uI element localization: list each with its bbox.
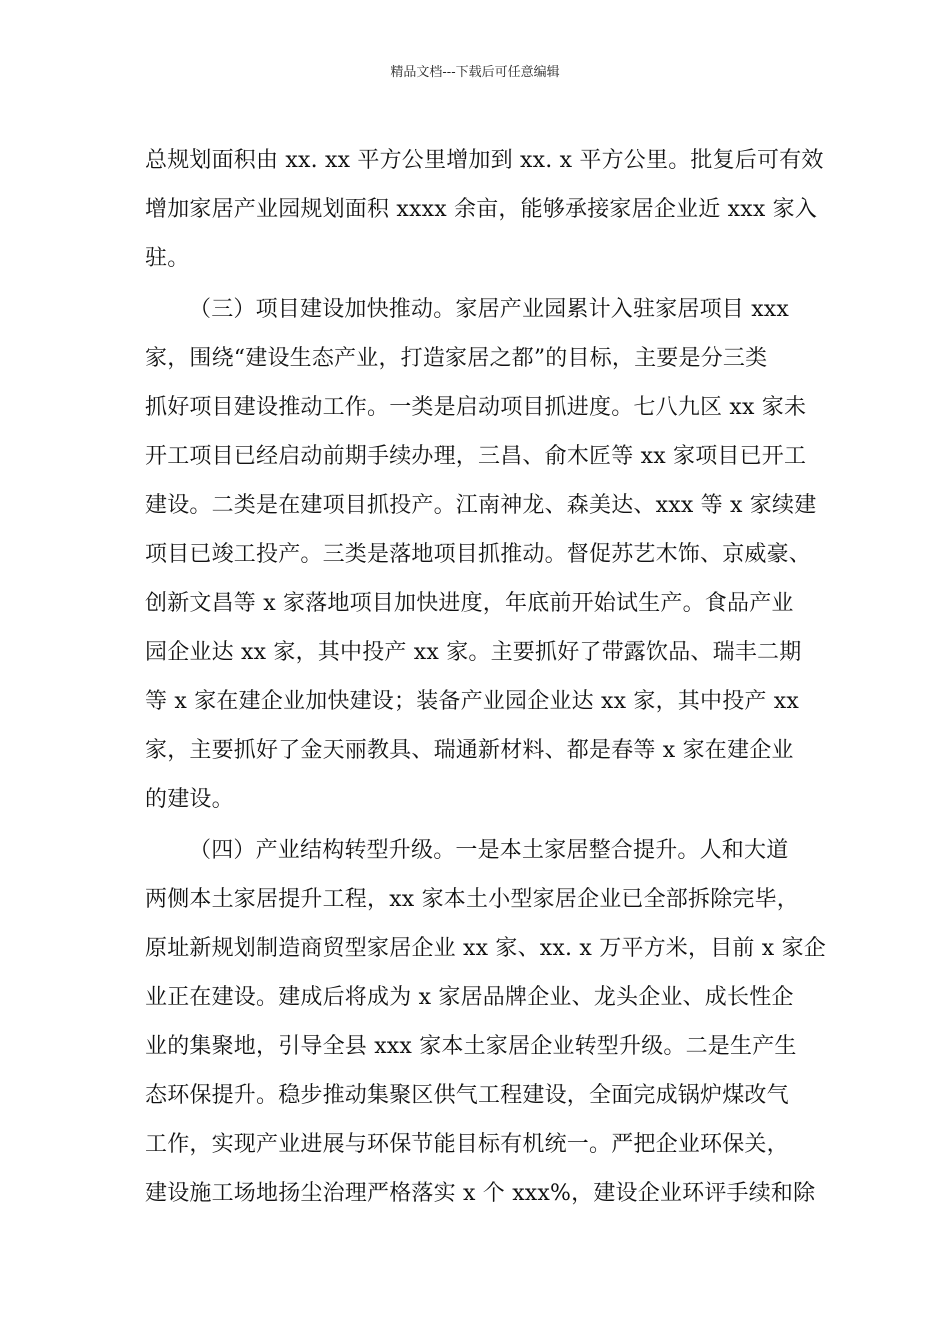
text-line: 开工项目已经启动前期手续办理，三昌、俞木匠等 xx 家项目已开工: [145, 444, 807, 469]
text-line: 总规划面积由 xx. xx 平方公里增加到 xx. x 平方公里。批复后可有效: [145, 148, 824, 173]
text-line: 创新文昌等 x 家落地项目加快进度，年底前开始试生产。食品产业: [145, 591, 794, 616]
paragraph-3: [145, 826, 826, 1218]
text-line: 建设施工场地扬尘治理严格落实 x 个 xxx%，建设企业环评手续和除: [145, 1181, 816, 1206]
text-line: 业的集聚地，引导全县 xxx 家本土家居企业转型升级。二是生产生: [145, 1034, 797, 1059]
text-line: 增加家居产业园规划面积 xxxx 余亩，能够承接家居企业近 xxx 家入: [145, 197, 818, 222]
text-line: 的建设。: [145, 787, 234, 812]
text-line: 等 x 家在建企业加快建设；装备产业园企业达 xx 家，其中投产 xx: [145, 689, 800, 714]
text-line: 家，主要抓好了金天丽教具、瑞通新材料、都是春等 x 家在建企业: [145, 738, 794, 763]
text-line: 两侧本土家居提升工程，xx 家本土小型家居企业已全部拆除完毕，: [145, 887, 800, 912]
paragraph-2: [145, 285, 817, 824]
document-body: [145, 136, 826, 1218]
text-line: 工作，实现产业进展与环保节能目标有机统一。严把企业环保关，: [145, 1132, 789, 1157]
paragraph-1: [145, 136, 824, 283]
page-header: 精品文档---下载后可任意编辑: [390, 65, 560, 80]
text-line: 业正在建设。建成后将成为 x 家居品牌企业、龙头企业、成长性企: [145, 985, 794, 1010]
text-line: 驻。: [145, 246, 190, 271]
text-line: 抓好项目建设推动工作。一类是启动项目抓进度。七八九区 xx 家未: [145, 395, 807, 420]
text-line: 家，围绕“建设生态产业，打造家居之都”的目标，主要是分三类: [145, 346, 768, 371]
text-line: 态环保提升。稳步推动集聚区供气工程建设，全面完成锅炉煤改气: [145, 1083, 789, 1108]
text-line: （三）项目建设加快推动。家居产业园累计入驻家居项目 xxx: [189, 297, 790, 322]
text-line: （四）产业结构转型升级。一是本土家居整合提升。人和大道: [189, 838, 789, 863]
text-line: 原址新规划制造商贸型家居企业 xx 家、xx. x 万平方米，目前 x 家企: [145, 936, 826, 961]
text-line: 园企业达 xx 家，其中投产 xx 家。主要抓好了带露饮品、瑞丰二期: [145, 640, 802, 665]
text-line: 建设。二类是在建项目抓投产。江南神龙、森美达、xxx 等 x 家续建: [145, 493, 817, 518]
text-line: 项目已竣工投产。三类是落地项目抓推动。督促苏艺木饰、京威豪、: [145, 542, 812, 567]
